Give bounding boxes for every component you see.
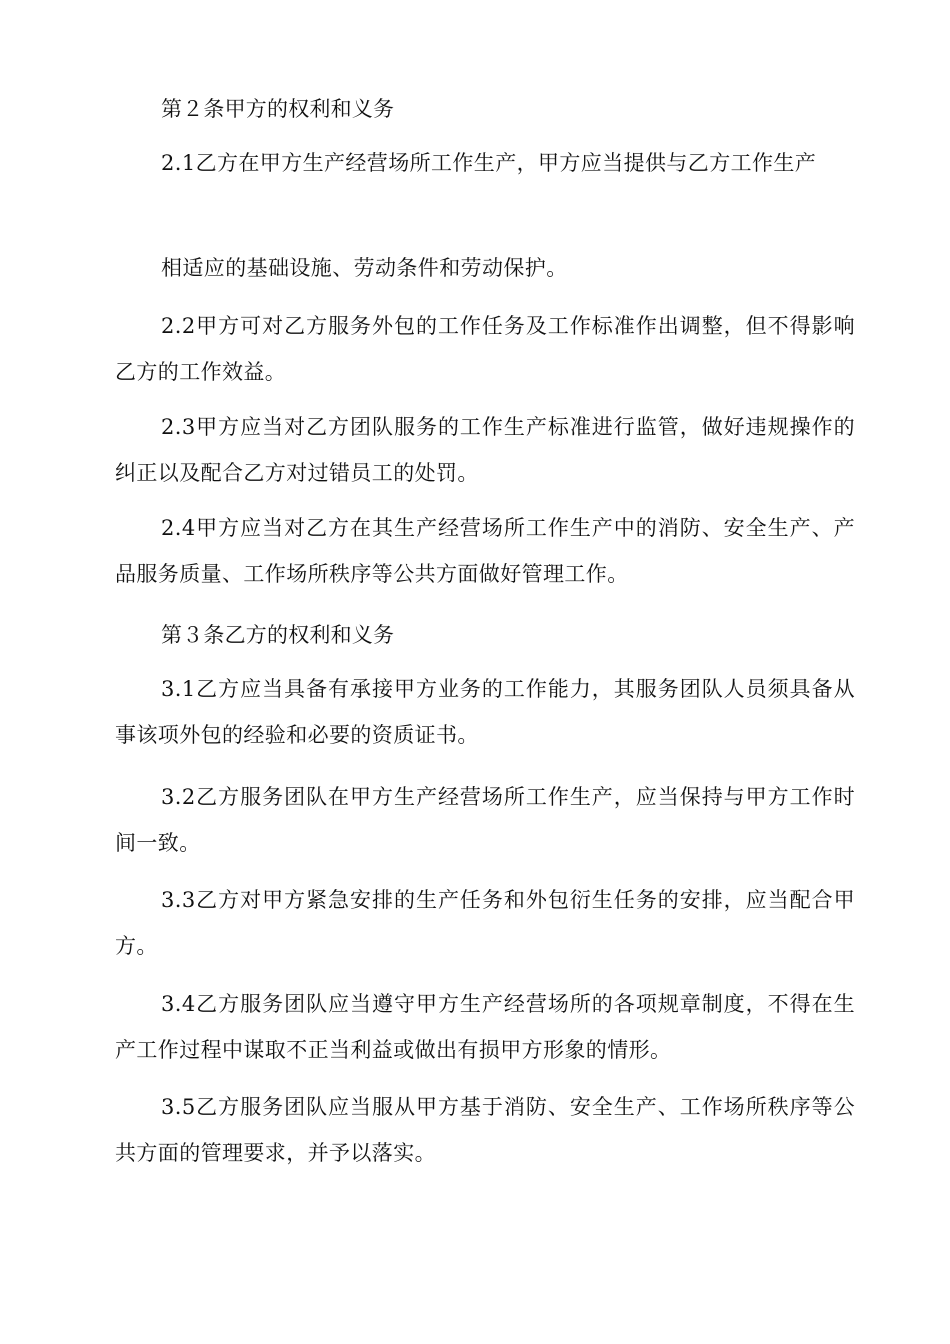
clause-3-4: 3.4乙方服务团队应当遵守甲方生产经营场所的各项规章制度，不得在生产工作过程中谋取不正当利益或做出有损甲方形象的情形。 — [115, 992, 855, 1062]
clause-3-1: 3.1乙方应当具备有承接甲方业务的工作能力，其服务团队人员须具备从事该项外包的经验和必要的资质证书。 — [115, 677, 855, 747]
clause-2-4: 2.4甲方应当对乙方在其生产经营场所工作生产中的消防、安全生产、产品服务质量、工作场所秩序等公共方面做好管理工作。 — [115, 516, 855, 586]
section-heading-2: 第２条甲方的权利和义务 — [161, 97, 395, 121]
clause-3-3: 3.3乙方对甲方紧急安排的生产任务和外包衍生任务的安排，应当配合甲方。 — [115, 888, 855, 958]
clause-2-2: 2.2甲方可对乙方服务外包的工作任务及工作标准作出调整，但不得影响乙方的工作效益。 — [115, 314, 855, 384]
clause-2-3: 2.3甲方应当对乙方团队服务的工作生产标准进行监管，做好违规操作的纠正以及配合乙方对过错员工的处罚。 — [115, 415, 855, 485]
section-heading-3: 第３条乙方的权利和义务 — [161, 623, 395, 647]
clause-3-5: 3.5乙方服务团队应当服从甲方基于消防、安全生产、工作场所秩序等公共方面的管理要求，并予以落实。 — [115, 1095, 855, 1165]
clause-2-1-continued: 相适应的基础设施、劳动条件和劳动保护。 — [161, 256, 568, 280]
clause-3-2: 3.2乙方服务团队在甲方生产经营场所工作生产，应当保持与甲方工作时间一致。 — [115, 785, 855, 855]
clause-2-1: 2.1乙方在甲方生产经营场所工作生产，甲方应当提供与乙方工作生产 — [161, 151, 817, 175]
